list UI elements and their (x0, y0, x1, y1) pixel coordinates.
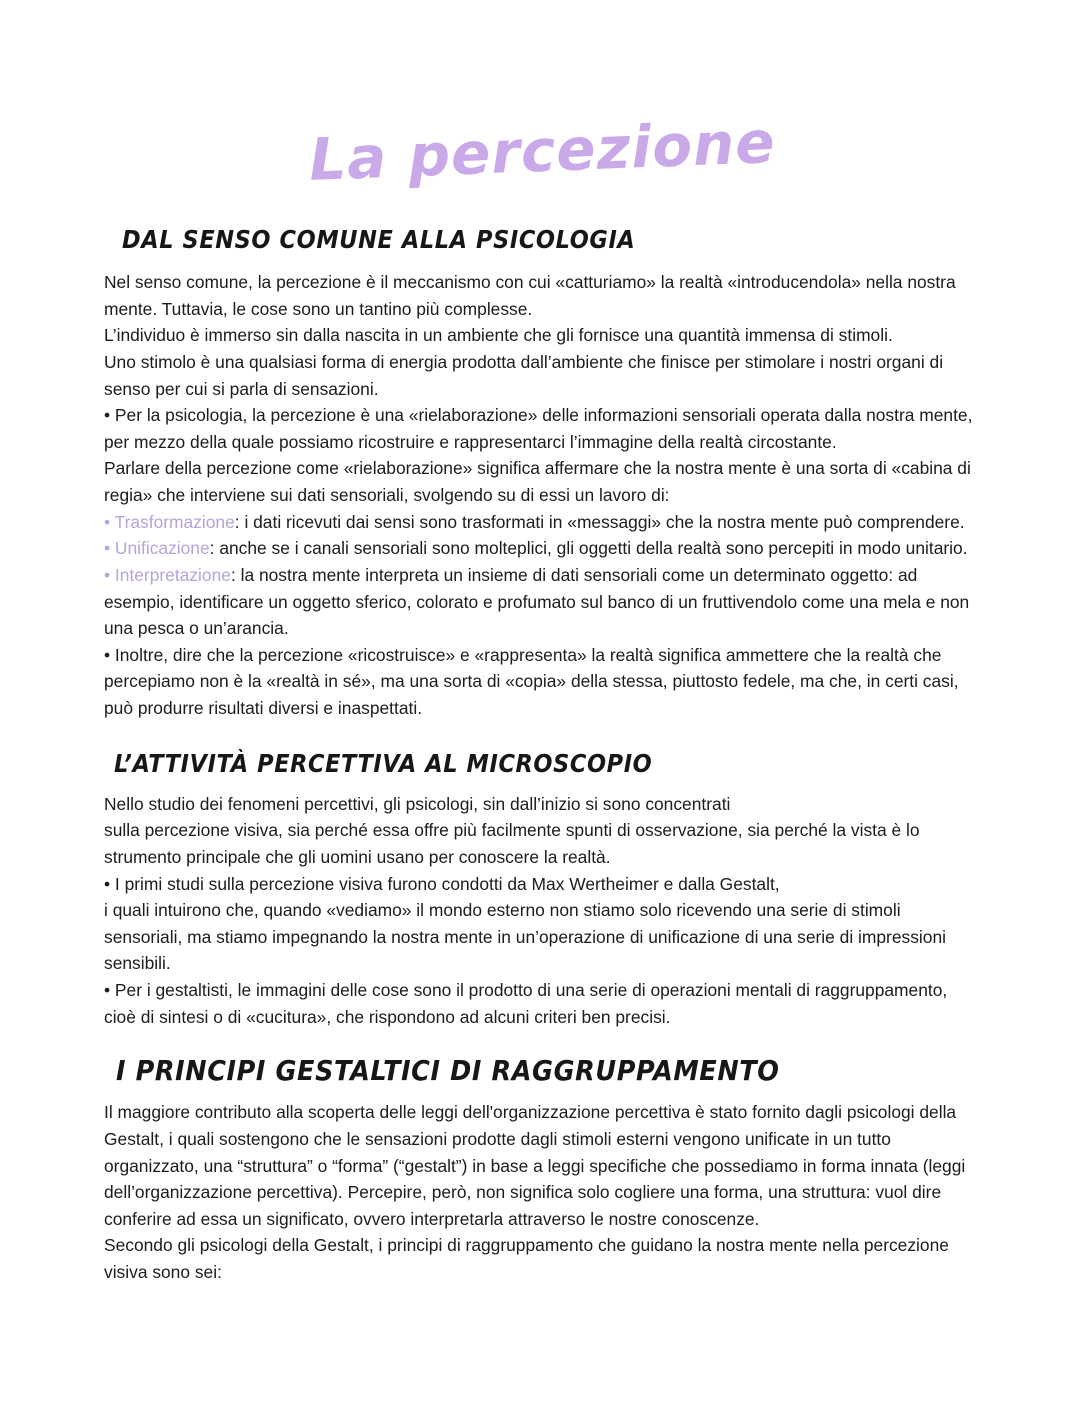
section-body-dal-senso-comune (104, 269, 976, 722)
bullet-keyword: • Unificazione (104, 538, 210, 559)
bullet-keyword: • Interpretazione (104, 564, 231, 585)
paragraph: • Per i gestaltisti, le immagini delle cose sono il prodotto di una serie di operazioni mentali di raggruppamento, cioè di sintesi o di «cucitura», che rispondono ad alcuni criteri ben precisi. (104, 980, 948, 1027)
paragraph: sulla percezione visiva, sia perché essa offre più facilmente spunti di osservazione, sia perché la vista è lo strumento principale che gli uomini usano per conoscere la realtà. (104, 820, 920, 867)
bullet-text: : i dati ricevuti dai sensi sono trasformati in «messaggi» che la nostra mente può comprendere. (234, 511, 965, 532)
paragraph: Parlare della percezione come «rielaborazione» significa affermare che la nostra mente è una sorta di «cabina di regia» che interviene sui dati sensoriali, svolgendo su di essi un lavoro di: (104, 458, 971, 505)
section-heading-dal-senso-comune: DAL SENSO COMUNE ALLA PSICOLOGIA (122, 226, 636, 255)
paragraph: • I primi studi sulla percezione visiva furono condotti da Max Wertheimer e dalla Gestalt, (104, 873, 780, 894)
paragraph: Nel senso comune, la percezione è il meccanismo con cui «catturiamo» la realtà «introducendola» nella nostra mente. Tuttavia, le cose sono un tantino più complesse. (104, 272, 956, 319)
paragraph: • Per la psicologia, la percezione è una «rielaborazione» delle informazioni sensoriali operata dalla nostra mente, per mezzo della quale possiamo ricostruire e rappresentarci l’immagine della realtà circostante. (104, 405, 973, 452)
paragraph: Nello studio dei fenomeni percettivi, gli psicologi, sin dall’inizio si sono concentrati (104, 793, 731, 814)
paragraph: Il maggiore contributo alla scoperta delle leggi dell'organizzazione percettiva è stato fornito dagli psicologi della Gestalt, i quali sostengono che le sensazioni prodotte dagli stimoli esterni vengono unificate in un tutto organizzato, una “struttura” o “forma” (“gestalt”) in base a leggi specifiche che possediamo in forma innata (leggi dell’organizzazione percettiva). Percepire, però, non significa solo cogliere una forma, una struttura: vuol dire conferire ad essa un significato, ovvero interpretarla attraverso le nostre conoscenze. (104, 1102, 966, 1229)
bullet-text: : la nostra mente interpreta un insieme di dati sensoriali come un determinato oggetto: ad esempio, identificare un oggetto sferico, colorato e profumato sul banco di un fruttivendolo come una mela e non una pesca o un’arancia. (104, 564, 970, 639)
bullet-unificazione (104, 535, 976, 562)
paragraph: L’individuo è immerso sin dalla nascita in un ambiente che gli fornisce una quantità immensa di stimoli. (104, 325, 893, 346)
bullet-trasformazione (104, 509, 976, 536)
paragraph: Uno stimolo è una qualsiasi forma di energia prodotta dall’ambiente che finisce per stimolare i nostri organi di senso per cui si parla di sensazioni. (104, 351, 944, 399)
page-title: La percezione (307, 108, 777, 194)
paragraph: i quali intuirono che, quando «vediamo» il mondo esterno non stiamo solo ricevendo una serie di stimoli sensoriali, ma stiamo impegnando la nostra mente in un’operazione di unificazione di una serie di impressioni sensibili. (104, 900, 946, 974)
paragraph-closing: • Inoltre, dire che la percezione «ricostruisce» e «rappresenta» la realtà significa ammettere che la realtà che percepiamo non è la «realtà in sé», ma una sorta di «copia» della stessa, piuttosto fedele, ma che, in certi casi, può produrre risultati diversi e inaspettati. (104, 644, 959, 718)
section-heading-attivita-percettiva: L’ATTIVITÀ PERCETTIVA AL MICROSCOPIO (114, 750, 653, 779)
paragraph: Secondo gli psicologi della Gestalt, i principi di raggruppamento che guidano la nostra mente nella percezione visiva sono sei: (104, 1235, 949, 1282)
section-body-attivita-percettiva (104, 791, 976, 1031)
bullet-text: : anche se i canali sensoriali sono molteplici, gli oggetti della realtà sono percepiti in modo unitario. (209, 538, 968, 559)
section-heading-principi-gestaltici: I PRINCIPI GESTALTICI DI RAGGRUPPAMENTO (116, 1054, 780, 1087)
section-body-principi-gestaltici (104, 1099, 976, 1285)
bullet-interpretazione (104, 562, 976, 642)
bullet-keyword: • Trasformazione (104, 511, 235, 532)
